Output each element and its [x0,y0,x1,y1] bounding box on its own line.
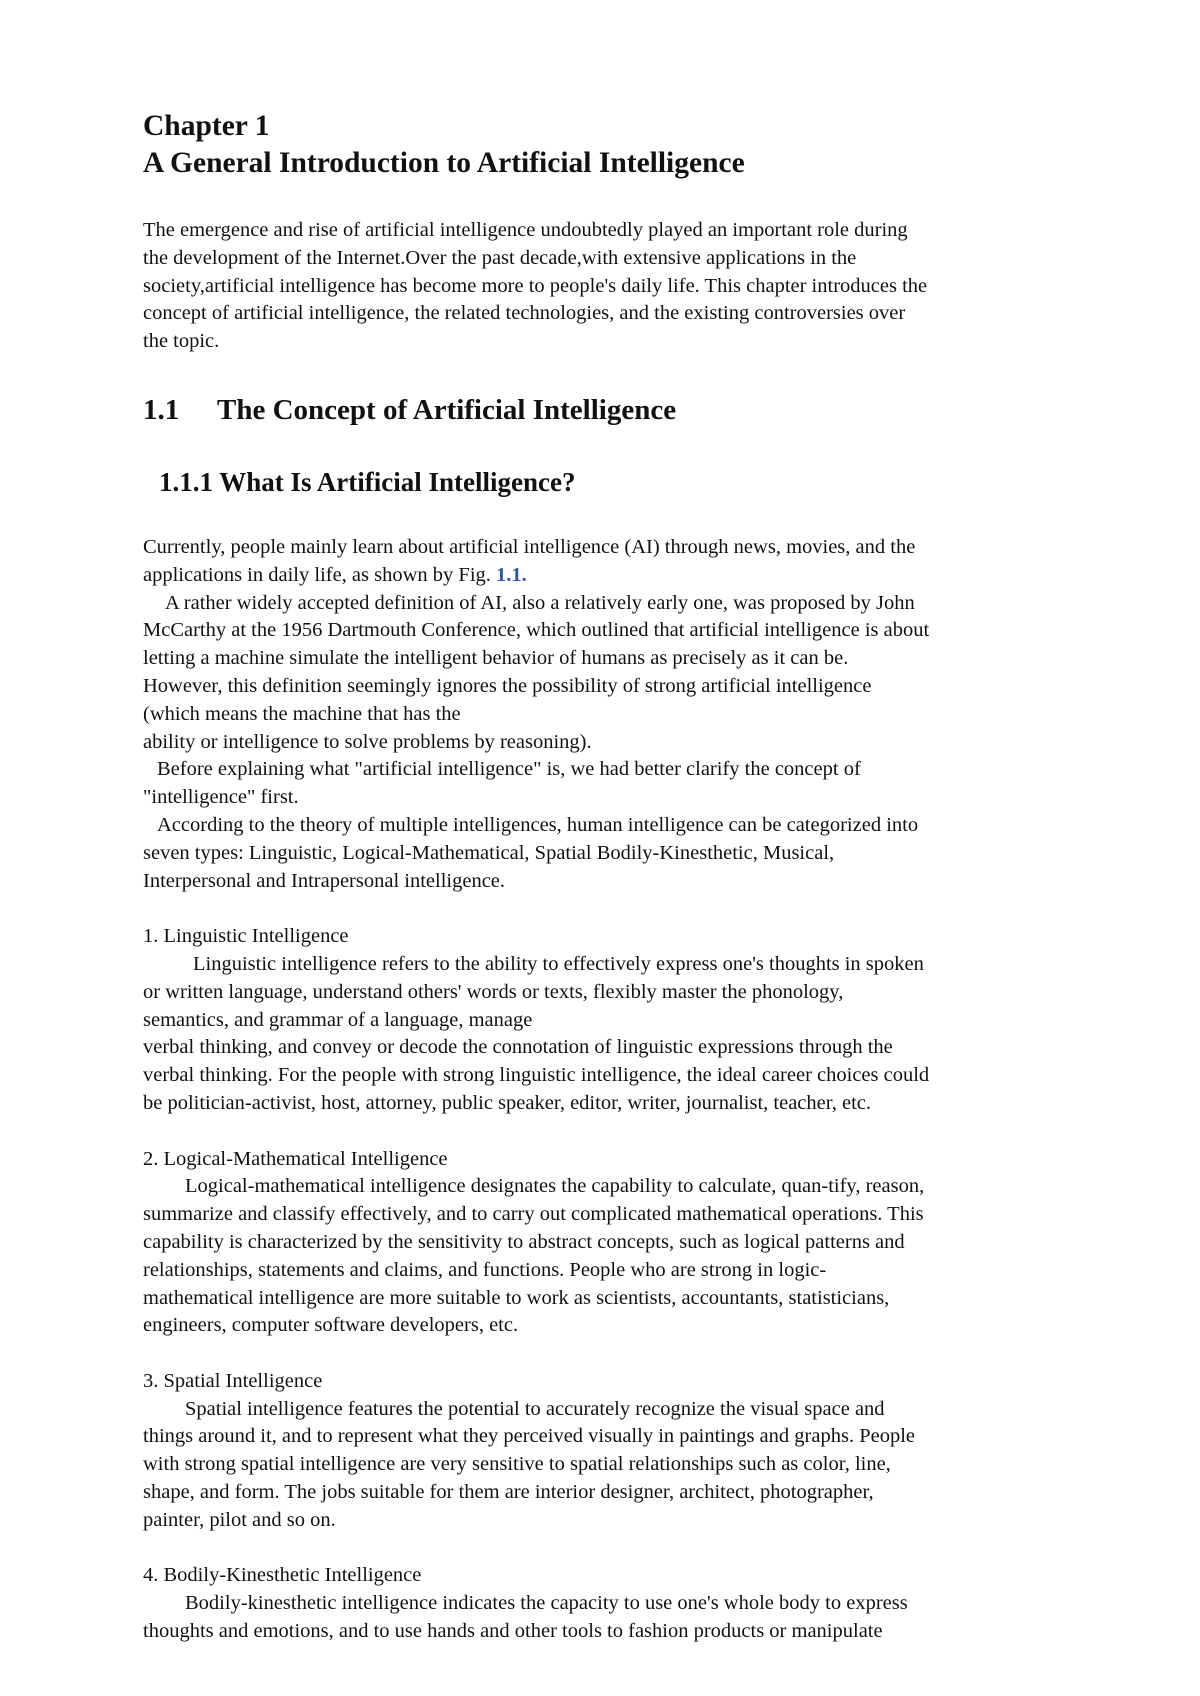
text-line: ability or intelligence to solve problems by reasoning). [143,730,592,753]
text-line: verbal thinking, and convey or decode the connotation of linguistic expressions through the [143,1036,893,1059]
text-line: things around it, and to represent what they perceived visually in paintings and graphs. People [143,1425,915,1448]
document-page [143,108,1083,1646]
text-line: the development of the Internet.Over the past decade,with extensive applications in the [143,246,857,269]
text-line: Currently, people mainly learn about artificial intelligence (AI) through news, movies, and the [143,535,916,558]
text-line: McCarthy at the 1956 Dartmouth Conference, which outlined that artificial intelligence is about [143,619,930,642]
chapter-number: Chapter 1 [143,110,270,142]
subsection-heading: 1.1.1 What Is Artificial Intelligence? [159,466,576,497]
text-line: Before explaining what "artificial intelligence" is, we had better clarify the concept of [157,758,861,781]
intro-paragraph [143,217,1083,356]
text-line: concept of artificial intelligence, the related technologies, and the existing controversies over [143,302,906,325]
text-line: capability is characterized by the sensitivity to abstract concepts, such as logical patterns and [143,1230,905,1253]
intelligence-heading: 1. Linguistic Intelligence [143,925,349,948]
text-line: verbal thinking. For the people with strong linguistic intelligence, the ideal career choices could [143,1064,930,1087]
text-line: The emergence and rise of artificial intelligence undoubtedly played an important role during [143,219,908,241]
text-line: society,artificial intelligence has become more to people's daily life. This chapter introduces the [143,274,928,297]
section-title: The Concept of Artificial Intelligence [217,393,677,426]
text-line: seven types: Linguistic, Logical-Mathematical, Spatial Bodily-Kinesthetic, Musical, [143,841,835,864]
intelligence-section-logical-mathematical [143,1146,1083,1341]
text-line: summarize and classify effectively, and to carry out complicated mathematical operations. This [143,1203,924,1226]
intelligence-section-spatial [143,1368,1083,1535]
text-line: Logical-mathematical intelligence designates the capability to calculate, quan-tify, reason, [185,1175,925,1198]
text-line: thoughts and emotions, and to use hands and other tools to fashion products or manipulate [143,1620,883,1643]
text-line: engineers, computer software developers, etc. [143,1314,519,1337]
text-line: shape, and form. The jobs suitable for them are interior designer, architect, photographer, [143,1481,874,1504]
text-line: letting a machine simulate the intelligent behavior of humans as precisely as it can be. [143,647,849,670]
intelligence-heading: 2. Logical-Mathematical Intelligence [143,1147,448,1170]
text-line: Linguistic intelligence refers to the ability to effectively express one's thoughts in spoken [193,952,924,975]
intelligence-heading: 3. Spatial Intelligence [143,1369,323,1392]
text-line: with strong spatial intelligence are very sensitive to spatial relationships such as color, line, [143,1453,891,1476]
text-line: However, this definition seemingly ignores the possibility of strong artificial intelligence [143,674,872,697]
text-line: the topic. [143,330,220,353]
text-line: "intelligence" first. [143,786,299,809]
text-line: applications in daily life, as shown by Fig. 1.1. [143,563,527,586]
intelligence-section-bodily-kinesthetic [143,1562,1083,1645]
text-line: Bodily-kinesthetic intelligence indicates the capacity to use one's whole body to express [185,1592,908,1615]
text-line: A rather widely accepted definition of AI, also a relatively early one, was proposed by John [165,591,915,614]
paragraph-4 [143,812,1083,895]
intelligence-section-linguistic [143,923,1083,1118]
text-line: semantics, and grammar of a language, manage [143,1008,533,1031]
paragraph-2 [143,590,1083,757]
text-line: According to the theory of multiple intelligences, human intelligence can be categorized into [157,813,919,836]
figure-reference-link[interactable]: 1.1. [496,563,527,586]
text-line: relationships, statements and claims, and functions. People who are strong in logic- [143,1258,827,1281]
text-line: Spatial intelligence features the potential to accurately recognize the visual space and [185,1397,885,1420]
chapter-title: A General Introduction to Artificial Intelligence [143,147,745,179]
text-line: mathematical intelligence are more suitable to work as scientists, accountants, statisticians, [143,1286,890,1309]
text-line: (which means the machine that has the [143,702,461,725]
intelligence-heading: 4. Bodily-Kinesthetic Intelligence [143,1564,422,1587]
paragraph-1 [143,534,1083,590]
text-line: be politician-activist, host, attorney, public speaker, editor, writer, journalist, teacher, etc. [143,1091,872,1114]
text-line: painter, pilot and so on. [143,1508,336,1531]
text-line: Interpersonal and Intrapersonal intelligence. [143,869,506,892]
paragraph-3 [143,756,1083,812]
text-line: or written language, understand others' words or texts, flexibly master the phonology, [143,980,844,1003]
section-heading [143,392,1083,428]
section-number: 1.1 [143,393,180,426]
